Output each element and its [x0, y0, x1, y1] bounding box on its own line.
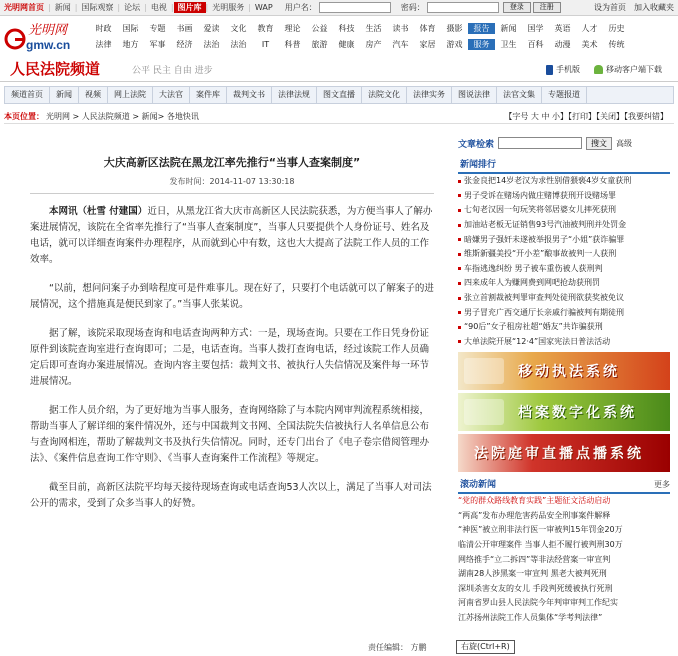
rank-item[interactable] [458, 335, 670, 350]
rank-item-text[interactable]: 男子冒充广西交通厅长亲戚行骗被判有期徒刑 [464, 307, 624, 317]
nav-link[interactable]: 健康 [338, 39, 355, 49]
nav-link[interactable]: 卫生 [500, 39, 517, 49]
article-paragraph-4: 据工作人员介绍，为了更好地为当事人服务，查询网络除了与本院内网审判流程系统相接，帮助当事人了解详细的案件情况外，还与中国裁判文书网、全国法院失信被执行人名单信息公布与查询网相连，帮助了解裁判文书及执行失信情况。同时，还专门出台了《电子卷宗借阅管理办法》、《案件信息查询工作守则》、《当事人查询案件工作流程》等规定。 [30, 405, 430, 464]
rolling-news-list [458, 494, 670, 625]
search-input[interactable] [498, 137, 582, 149]
bullet-icon [458, 340, 461, 343]
top-link-service[interactable]: 光明服务 [212, 3, 245, 12]
channel-tab[interactable]: 新闻 [50, 87, 79, 103]
top-link-intl[interactable]: 国际观察 [81, 3, 114, 12]
rank-item-text[interactable]: 加油站老板无证销售93号汽油被判刑并处罚金 [464, 220, 627, 230]
top-link-wap[interactable]: WAP [254, 3, 273, 12]
nav-link[interactable]: 公益 [311, 23, 328, 33]
rank-item-text[interactable]: 男子受诉在赌场内做庄赌博获刑开设赌场罪 [464, 190, 616, 200]
nav-link[interactable]: 英语 [554, 23, 571, 33]
nav-link[interactable]: 新闻 [500, 23, 517, 33]
news-rank-list [458, 174, 670, 349]
article-time: 发布时间：2014-11-07 13:30:18 [169, 177, 295, 186]
channel-tab[interactable]: 案件库 [190, 87, 227, 103]
article [30, 128, 434, 525]
rank-item-text[interactable]: 七旬老汉因一句玩笑将邻居婆女儿摔死获刑 [464, 205, 616, 215]
nav-link[interactable]: 读书 [392, 23, 409, 33]
rolling-news-header [458, 478, 670, 494]
set-home-link[interactable]: 设为首页 [594, 3, 626, 12]
nav-link[interactable]: 法治 [230, 39, 247, 49]
top-link-photos[interactable]: 图片库 [174, 2, 206, 13]
channel-tab[interactable]: 频道首页 [5, 87, 50, 103]
nav-link[interactable]: 科技 [338, 23, 355, 33]
article-paragraph-1: 本网讯（杜雪 付建国）近日，从黑龙江省大庆市高新区人民法院获悉，为方便当事人了解办案进展情况，该院在全省率先推行了“当事人查案制度”，当事人只要提供个人身份证号、姓名及电话，就可以详细查询案件办理程序，从而就到心中有数，这也大大提高了法院工作人员的工作效率。 [30, 206, 433, 265]
rolling-news-title: 滚动新闻 [460, 480, 497, 491]
rank-item-text[interactable]: “90后”女子租房社超“婚友”共诈骗获刑 [464, 322, 603, 332]
channel-title[interactable]: 人民法院频道 [10, 60, 101, 78]
bullet-icon [458, 238, 461, 241]
nav-link[interactable]: 家居 [419, 39, 436, 49]
bullet-icon [458, 267, 461, 270]
nav-link[interactable]: 经济 [176, 39, 193, 49]
rank-item[interactable] [458, 218, 670, 233]
nav-link[interactable]: 法律 [95, 39, 112, 49]
phone-icon [546, 65, 553, 75]
channel-tab[interactable]: 大法官 [153, 87, 190, 103]
article-search [458, 134, 670, 152]
breadcrumb [4, 110, 674, 124]
top-link-news[interactable]: 新闻 [54, 3, 71, 12]
section-nav-grid [90, 20, 674, 52]
search-label: 文章检索 [458, 139, 495, 150]
nav-link[interactable]: 美术 [581, 39, 598, 49]
breadcrumb-label: 本页位置： [4, 112, 44, 121]
nav-link[interactable]: 教育 [257, 23, 274, 33]
search-button[interactable]: 搜文 [586, 137, 612, 150]
username-label: 用户名： [284, 3, 317, 12]
article-title: 大庆高新区法院在黑龙江率先推行“当事人查案制度” [103, 156, 361, 169]
rolling-news-item[interactable]: “党的群众路线教育实践”主题征文活动启动 [458, 496, 611, 506]
svg-text:gmw.cn: gmw.cn [26, 38, 71, 52]
bullet-icon [458, 282, 461, 285]
nav-link[interactable]: 服务 [468, 39, 495, 50]
register-button[interactable]: 注册 [533, 2, 561, 13]
rank-item-text[interactable]: 四来成年人为赚网费到网吧抢劫获刑罚 [464, 278, 600, 288]
nav-link[interactable]: 书画 [176, 23, 193, 33]
banner-graphic [464, 399, 504, 425]
article-editor: 责任编辑： 方鹏 [368, 643, 427, 652]
channel-header [0, 56, 678, 82]
article-tools[interactable]: 【字号 大 中 小】【打印】【关闭】【我要纠错】 [504, 112, 668, 121]
nav-link[interactable]: 专题 [149, 23, 166, 33]
password-label: 密码： [400, 3, 425, 12]
nav-link[interactable]: 汽车 [392, 39, 409, 49]
section-nav-row-2 [90, 36, 674, 52]
bullet-icon [458, 326, 461, 329]
nav-link[interactable]: 科普 [284, 39, 301, 49]
rank-item[interactable] [458, 189, 670, 204]
top-link-tv[interactable]: 电视 [150, 3, 167, 12]
sidebar [458, 134, 670, 625]
svg-text:光明网: 光明网 [28, 23, 68, 38]
nav-link[interactable]: 摄影 [446, 23, 463, 33]
login-button[interactable]: 登录 [503, 2, 531, 13]
bullet-icon [458, 180, 461, 183]
rolling-news-item[interactable]: 河南省罗山县人民法院今年判审审判工作纪实 [458, 598, 618, 608]
nav-link[interactable]: 历史 [608, 23, 625, 33]
nav-link[interactable]: 动漫 [554, 39, 571, 49]
rank-item[interactable] [458, 203, 670, 218]
rank-item[interactable] [458, 232, 670, 247]
channel-tab[interactable]: 图说法律 [452, 87, 497, 103]
android-icon [594, 65, 603, 74]
more-link[interactable]: 更多 [654, 480, 670, 490]
bullet-icon [458, 297, 461, 300]
channel-slogan: 公平 民主 自由 进步 [132, 66, 213, 76]
nav-link[interactable]: 文化 [230, 23, 247, 33]
article-paragraph-3: 据了解，该院采取现场查询和电话查询两种方式：一是，现场查询。只要在工作日凭身份证原件到该院查询室进行查询即可；二是，电话查询。当事人拨打查询电话，经过该院工作人员确定后即可查询办案进展情况。查询内容主要包括：裁判文书、被执行人失信情况及案件每一环节进展情况。 [30, 328, 430, 387]
password-input[interactable] [427, 2, 499, 13]
nav-link[interactable]: 游戏 [446, 39, 463, 49]
rolling-news-item[interactable]: 江苏扬州法院工作人员集体“学考判法律” [458, 612, 603, 622]
nav-link[interactable]: 理论 [284, 23, 301, 33]
channel-tab[interactable]: 视频 [79, 87, 108, 103]
rank-item-text[interactable]: 车指逃逸纠纷 男子被车重伤被人获刑判 [464, 263, 603, 273]
nav-link[interactable]: 国学 [527, 23, 544, 33]
nav-link[interactable]: 国际 [122, 23, 139, 33]
rolling-news-item[interactable]: 临清公开审理案件 当事人拒不履行被判刑30万 [458, 539, 623, 549]
top-link-home[interactable]: 光明网首页 [4, 3, 44, 12]
rank-item[interactable] [458, 174, 670, 189]
android-download-link[interactable]: 移动客户端下载 [594, 64, 662, 75]
banner-graphic [464, 358, 504, 384]
bullet-icon [458, 209, 461, 212]
add-favorite-link[interactable]: 加入收藏夹 [634, 3, 674, 12]
channel-nav [4, 86, 674, 104]
nav-link[interactable]: 地方 [122, 39, 139, 49]
channel-tab[interactable]: 裁判文书 [227, 87, 272, 103]
rank-item-text[interactable]: 张立首割裁被判罪审查判处徒刑欲获奖被免议 [464, 293, 624, 303]
rolling-news-item[interactable]: 网络推手“立二拆四”等非法经营案一审宣判 [458, 554, 611, 564]
nav-link[interactable]: IT [261, 39, 270, 49]
rank-item[interactable] [458, 320, 670, 335]
section-nav-row-1 [90, 20, 674, 36]
site-logo[interactable] [4, 20, 90, 54]
rolling-news-item[interactable]: “两高”发布办理危害药品安全刑事案件解释 [458, 510, 611, 520]
nav-link[interactable]: 军事 [149, 39, 166, 49]
channel-tab[interactable]: 法律实务 [407, 87, 452, 103]
mobile-version-link[interactable]: 手机版 [546, 64, 580, 75]
rank-item[interactable] [458, 291, 670, 306]
nav-link[interactable]: 爱读 [203, 23, 220, 33]
bullet-icon [458, 311, 461, 314]
rank-title: 新闻排行 [458, 158, 670, 174]
top-link-forum[interactable]: 论坛 [124, 3, 141, 12]
nav-link[interactable]: 百科 [527, 39, 544, 49]
rank-item-text[interactable]: 维斯新疆美投“开小差”酿事故被判一人获刑 [464, 249, 617, 259]
rank-item[interactable] [458, 305, 670, 320]
channel-tab[interactable]: 专题报道 [542, 87, 587, 103]
username-input[interactable] [319, 2, 391, 13]
gmw-logo-icon [4, 20, 90, 54]
rank-item-text[interactable]: 大单法院开展“12·4”国家宪法日普法活动 [464, 336, 611, 346]
nav-link[interactable]: 人才 [581, 23, 598, 33]
bullet-icon [458, 253, 461, 256]
breadcrumb-path[interactable]: 光明网 > 人民法院频道 > 新闻> 各地快讯 [46, 112, 199, 121]
article-paragraph-5: 截至目前，高新区法院平均每天接待现场查询或电话查询53人次以上，满足了当事人对司法公开的需求，受到了众多当事人的好赞。 [30, 482, 432, 509]
bullet-icon [458, 224, 461, 227]
advanced-search-link[interactable]: 高级 [616, 138, 633, 148]
channel-tab[interactable]: 图文直播 [317, 87, 362, 103]
nav-link[interactable]: 法治 [203, 39, 220, 49]
divider [30, 193, 434, 194]
nav-link[interactable]: 报告 [468, 23, 495, 34]
rank-item-text[interactable]: 暗嫌男子强奸未遂被举报男子“小姐”获诈骗罪 [464, 234, 625, 244]
channel-tab[interactable]: 网上法院 [108, 87, 153, 103]
rotate-tooltip: 右旋(Ctrl+R) [456, 640, 515, 654]
rolling-news-item[interactable]: 湖南28人涉黑案一审宣判 黑老大被判死刑 [458, 569, 607, 579]
top-bar: 光明网首页 | 新闻 | 国际观察 | 论坛 | 电视 | 图片库 | 光明服务 | WAP 用户名： 密码： 登录 注册 设为首页 加入收藏夹 [0, 0, 678, 16]
channel-tab[interactable]: 法官文集 [497, 87, 542, 103]
nav-link[interactable]: 房产 [365, 39, 382, 49]
channel-tab[interactable]: 法律法规 [272, 87, 317, 103]
nav-link[interactable]: 传统 [608, 39, 625, 49]
rank-item[interactable] [458, 262, 670, 277]
article-byline: 本网讯（杜雪 付建国） [49, 206, 148, 217]
rank-item[interactable] [458, 276, 670, 291]
nav-link[interactable]: 旅游 [311, 39, 328, 49]
article-paragraph-2: “以前，想问问案子办到啥程度可是件难事儿。现在好了，只要打个电话就可以了解案子的进展情况，这个措施真是便民到家了。”当事人张某说。 [30, 283, 434, 310]
channel-tab[interactable]: 法院文化 [362, 87, 407, 103]
banner-archive[interactable]: 档案数字化系统 [458, 393, 670, 431]
nav-link[interactable]: 体育 [419, 23, 436, 33]
nav-link[interactable]: 时政 [95, 23, 112, 33]
banner-mobile-law[interactable]: 移动执法系统 [458, 352, 670, 390]
bullet-icon [458, 194, 461, 197]
rolling-news-item[interactable]: 深圳杀害女友的女儿 手段判死缓被执行死刑 [458, 583, 613, 593]
rolling-news-item[interactable]: “神医”被立刑非法行医一审被判15年罚金20万 [458, 525, 623, 535]
banner-court-live[interactable]: 法院庭审直播点播系统 [458, 434, 670, 472]
nav-link[interactable]: 生活 [365, 23, 382, 33]
rank-item-text[interactable]: 张金良把14岁老汉为求性别借猥亵4岁女童获刑 [464, 176, 632, 186]
rank-item[interactable] [458, 247, 670, 262]
